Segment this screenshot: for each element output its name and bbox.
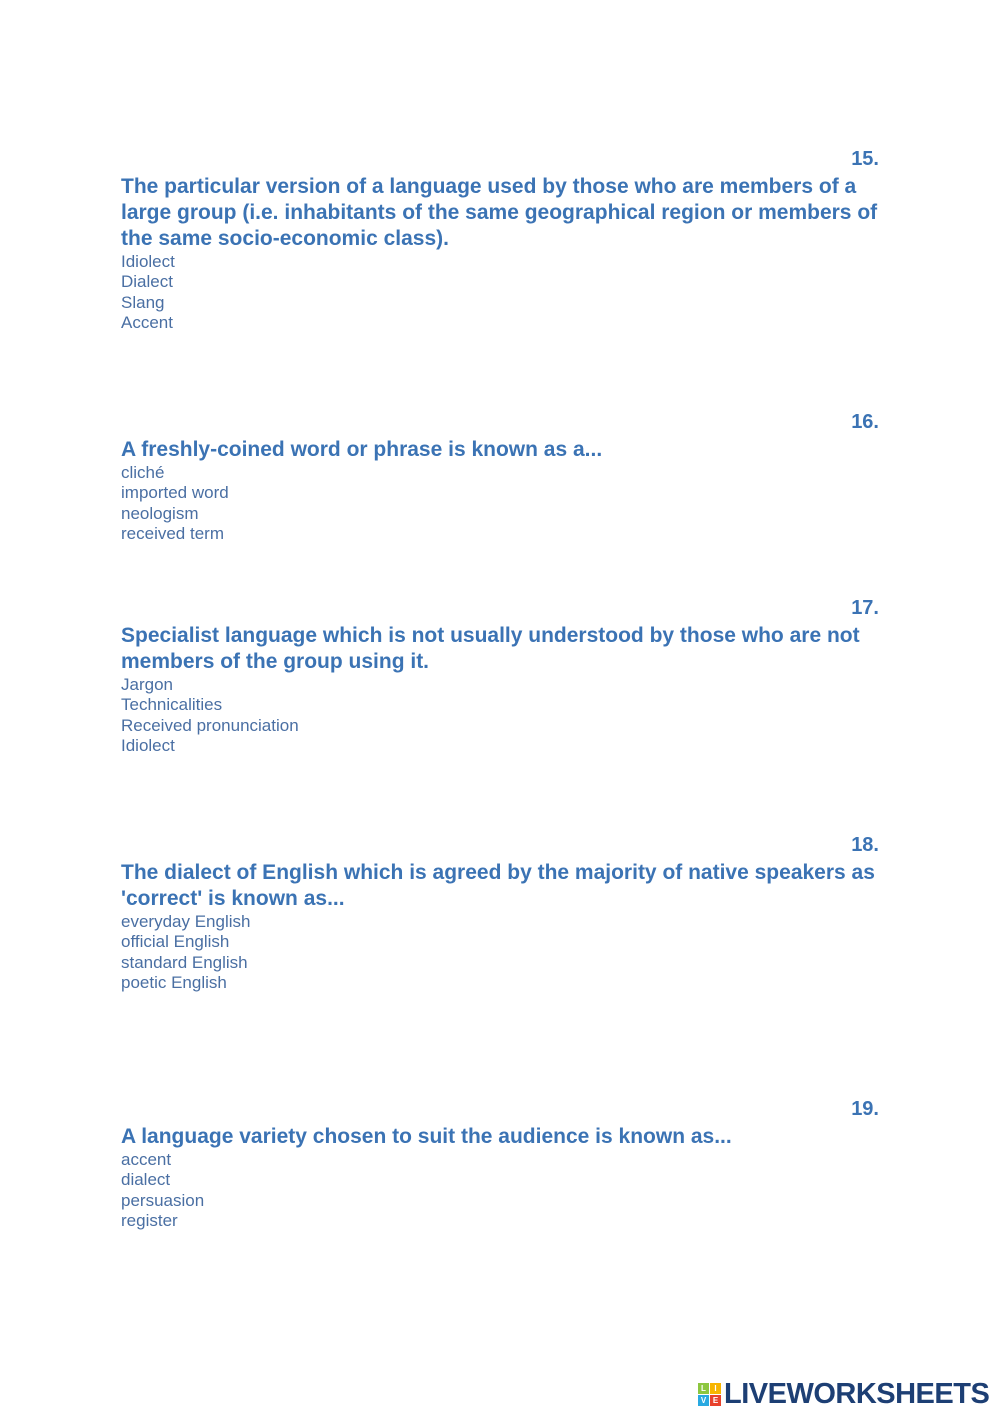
- answer-option[interactable]: register: [121, 1210, 178, 1230]
- question-number: 17.: [851, 597, 879, 619]
- answer-option[interactable]: everyday English: [121, 912, 251, 931]
- question-block: [121, 1098, 879, 1231]
- answer-option[interactable]: received term: [121, 523, 224, 543]
- answer-option[interactable]: Received pronunciation: [121, 715, 299, 735]
- answer-option[interactable]: cliché: [121, 463, 165, 482]
- question-number: 19.: [851, 1098, 879, 1120]
- question-text: Specialist language which is not usually understood by those who are not members of the group using it.: [121, 624, 860, 673]
- answer-option[interactable]: Idiolect: [121, 252, 175, 271]
- question-text: A freshly-coined word or phrase is known as a...: [121, 438, 603, 461]
- liveworksheets-logo: [698, 1378, 989, 1411]
- question-block: [121, 148, 879, 333]
- answer-option[interactable]: Dialect: [121, 272, 173, 292]
- answer-option[interactable]: Idiolect: [121, 735, 175, 755]
- question-number: 16.: [851, 411, 879, 433]
- answer-option[interactable]: neologism: [121, 503, 199, 523]
- question-block: [121, 411, 879, 544]
- question-block: [121, 834, 879, 993]
- answer-option[interactable]: Slang: [121, 292, 165, 312]
- logo-letter: V: [698, 1395, 709, 1406]
- answer-option[interactable]: standard English: [121, 952, 248, 972]
- answer-option[interactable]: official English: [121, 932, 230, 952]
- question-block: [121, 597, 879, 756]
- question-text: The dialect of English which is agreed by the majority of native speakers as 'correct' is known as...: [121, 861, 875, 910]
- answer-option[interactable]: Accent: [121, 312, 173, 332]
- question-text: The particular version of a language used by those who are members of a large group (i.e. inhabitants of the same geographical region or members of the same socio-economic class).: [121, 175, 878, 250]
- answer-option[interactable]: Jargon: [121, 675, 173, 694]
- logo-letter: E: [710, 1395, 721, 1406]
- answer-option[interactable]: accent: [121, 1150, 172, 1169]
- logo-icon: [698, 1383, 721, 1406]
- question-number: 15.: [851, 148, 879, 170]
- answer-option[interactable]: dialect: [121, 1170, 171, 1190]
- answer-option[interactable]: poetic English: [121, 972, 227, 992]
- answer-option[interactable]: imported word: [121, 483, 229, 503]
- answer-option[interactable]: persuasion: [121, 1190, 205, 1210]
- logo-letter: I: [710, 1383, 721, 1394]
- logo-text: LIVEWORKSHEETS: [724, 1378, 990, 1410]
- question-text: A language variety chosen to suit the audience is known as...: [121, 1125, 732, 1148]
- answer-option[interactable]: Technicalities: [121, 695, 223, 715]
- question-number: 18.: [851, 834, 879, 856]
- logo-letter: L: [698, 1383, 709, 1394]
